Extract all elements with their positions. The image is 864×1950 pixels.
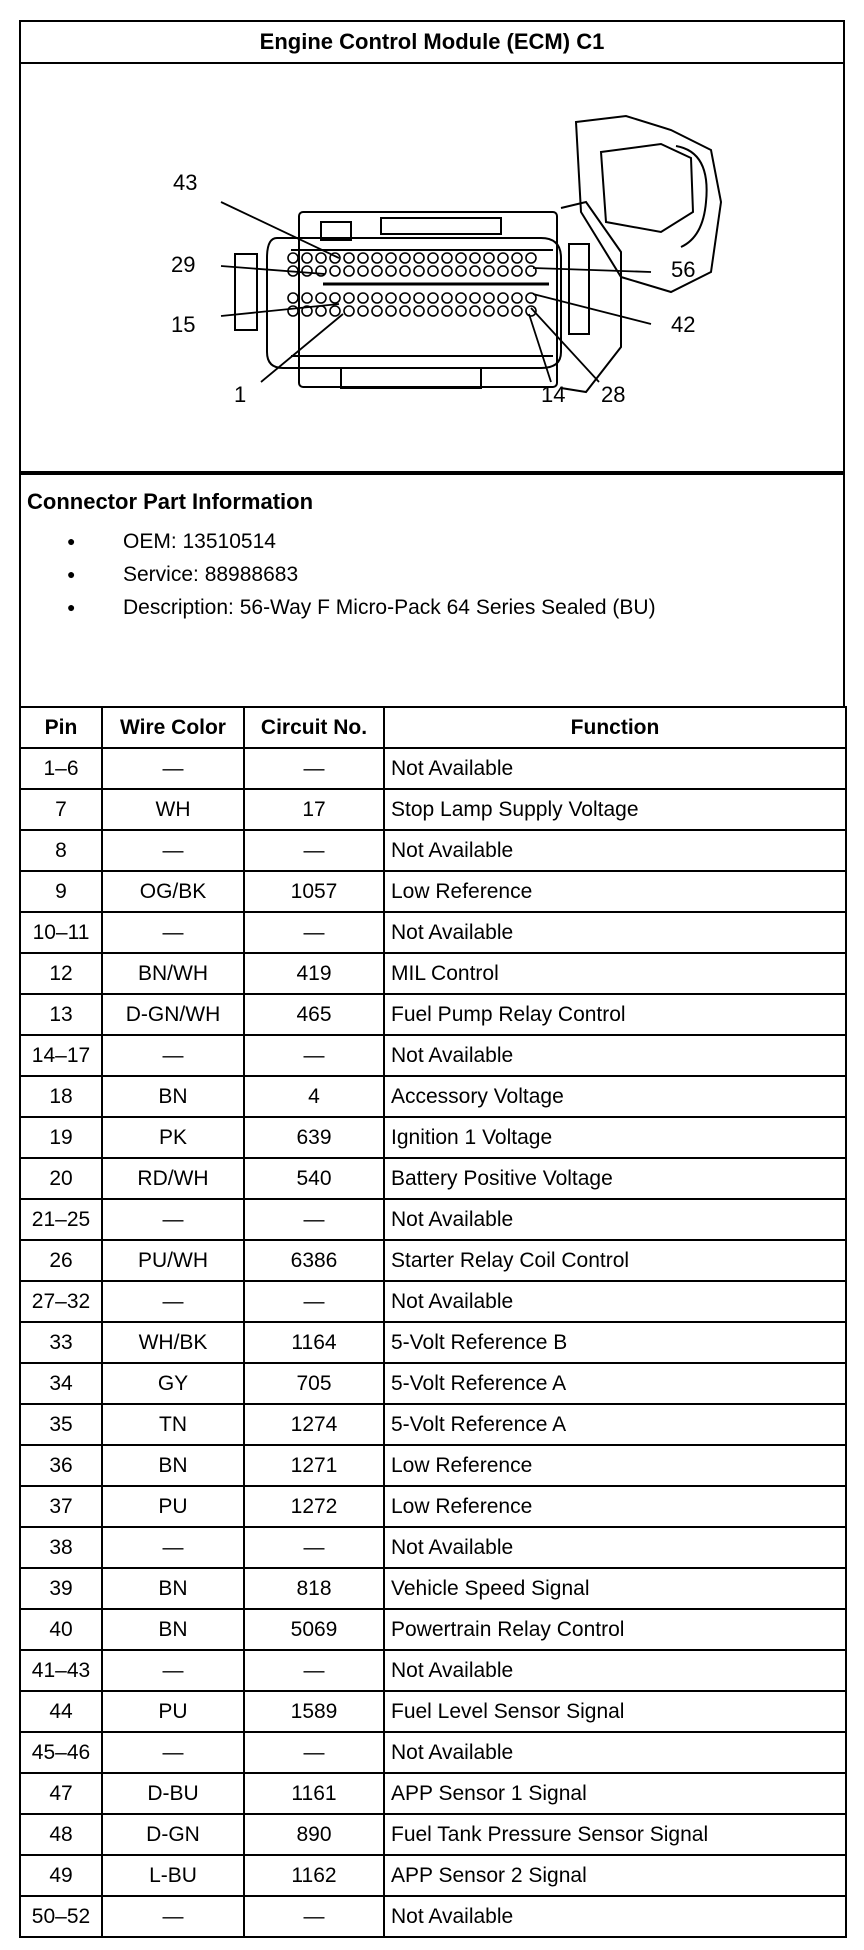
connector-sheet	[19, 20, 845, 1930]
cell-pin: 19	[20, 1117, 102, 1158]
pin-cavity	[442, 266, 452, 276]
cell-function: Fuel Level Sensor Signal	[384, 1691, 846, 1732]
callout-1: 1	[234, 382, 247, 407]
table-row	[20, 1035, 846, 1076]
cell-circuit-no: 1057	[244, 871, 384, 912]
pin-cavity	[470, 266, 480, 276]
pin-cavity	[512, 293, 522, 303]
table-row	[20, 748, 846, 789]
cell-wire-color: —	[102, 1035, 244, 1076]
cell-function: Low Reference	[384, 1486, 846, 1527]
part-info-list	[45, 525, 656, 624]
cell-pin: 14–17	[20, 1035, 102, 1076]
pin-cavity	[470, 306, 480, 316]
table-header-row	[20, 707, 846, 748]
cell-pin: 38	[20, 1527, 102, 1568]
pin-cavity	[344, 293, 354, 303]
part-info-description: ● Description: 56-Way F Micro-Pack 64 Series Sealed (BU)	[45, 591, 656, 624]
callout-56: 56	[671, 257, 696, 282]
cell-wire-color: TN	[102, 1404, 244, 1445]
cell-function: Not Available	[384, 1732, 846, 1773]
pin-cavity	[484, 306, 494, 316]
cell-wire-color: —	[102, 1896, 244, 1937]
table-row	[20, 1363, 846, 1404]
cell-circuit-no: 1162	[244, 1855, 384, 1896]
cell-circuit-no: 1274	[244, 1404, 384, 1445]
pin-cavity	[344, 266, 354, 276]
cell-circuit-no: —	[244, 748, 384, 789]
pin-cavity	[302, 253, 312, 263]
cell-circuit-no: 6386	[244, 1240, 384, 1281]
callout-29: 29	[171, 252, 196, 277]
cell-pin: 44	[20, 1691, 102, 1732]
pin-cavity	[414, 253, 424, 263]
pin-cavity	[372, 253, 382, 263]
leader-1	[261, 314, 343, 382]
cell-function: Accessory Voltage	[384, 1076, 846, 1117]
bottom-key	[341, 368, 481, 388]
cell-pin: 18	[20, 1076, 102, 1117]
cell-circuit-no: 639	[244, 1117, 384, 1158]
part-info-service: ● Service: 88988683	[45, 558, 656, 591]
cell-pin: 39	[20, 1568, 102, 1609]
table-row	[20, 1281, 846, 1322]
cell-function: Not Available	[384, 830, 846, 871]
cell-function: 5-Volt Reference A	[384, 1404, 846, 1445]
connector-diagram	[19, 62, 845, 473]
pin-cavity	[456, 293, 466, 303]
connector-left-tab	[235, 254, 257, 330]
cell-circuit-no: —	[244, 1732, 384, 1773]
cell-wire-color: OG/BK	[102, 871, 244, 912]
cell-pin: 27–32	[20, 1281, 102, 1322]
pin-cavity	[316, 293, 326, 303]
pin-cavity	[498, 293, 508, 303]
table-row	[20, 1527, 846, 1568]
cell-pin: 40	[20, 1609, 102, 1650]
pin-cavity	[470, 253, 480, 263]
table-row	[20, 1158, 846, 1199]
cell-function: Low Reference	[384, 871, 846, 912]
cell-circuit-no: —	[244, 1650, 384, 1691]
pin-cavity	[526, 253, 536, 263]
cell-wire-color: PK	[102, 1117, 244, 1158]
pin-cavity	[484, 293, 494, 303]
pin-cavity	[372, 293, 382, 303]
cell-function: Powertrain Relay Control	[384, 1609, 846, 1650]
cell-wire-color: —	[102, 1650, 244, 1691]
table-row	[20, 1322, 846, 1363]
cell-wire-color: BN	[102, 1076, 244, 1117]
table-row	[20, 789, 846, 830]
callout-14: 14	[541, 382, 566, 407]
cell-pin: 1–6	[20, 748, 102, 789]
pin-cavity	[512, 253, 522, 263]
cell-wire-color: WH	[102, 789, 244, 830]
cell-pin: 50–52	[20, 1896, 102, 1937]
cell-circuit-no: —	[244, 830, 384, 871]
pin-cavity	[386, 306, 396, 316]
header-wire-color: Wire Color	[102, 707, 244, 748]
cell-wire-color: BN	[102, 1568, 244, 1609]
pin-cavity	[428, 293, 438, 303]
pin-cavity	[358, 293, 368, 303]
top-key-2	[381, 218, 501, 234]
cell-pin: 35	[20, 1404, 102, 1445]
cell-function: Vehicle Speed Signal	[384, 1568, 846, 1609]
pin-cavity	[316, 253, 326, 263]
page-title: Engine Control Module (ECM) C1	[19, 20, 845, 64]
callout-42: 42	[671, 312, 696, 337]
pin-cavity	[428, 253, 438, 263]
cell-circuit-no: 818	[244, 1568, 384, 1609]
cell-wire-color: D-BU	[102, 1773, 244, 1814]
cell-pin: 21–25	[20, 1199, 102, 1240]
cell-wire-color: PU	[102, 1691, 244, 1732]
cell-circuit-no: 890	[244, 1814, 384, 1855]
cell-wire-color: WH/BK	[102, 1322, 244, 1363]
cell-wire-color: RD/WH	[102, 1158, 244, 1199]
table-row	[20, 1117, 846, 1158]
pin-cavity	[302, 293, 312, 303]
pin-cavity	[288, 293, 298, 303]
table-row	[20, 994, 846, 1035]
pin-cavity	[456, 253, 466, 263]
pin-cavity	[302, 266, 312, 276]
pin-cavity	[428, 306, 438, 316]
cell-function: Not Available	[384, 1035, 846, 1076]
cell-function: Fuel Pump Relay Control	[384, 994, 846, 1035]
cell-function: Not Available	[384, 1896, 846, 1937]
pin-cavity	[512, 306, 522, 316]
cell-circuit-no: 17	[244, 789, 384, 830]
pin-cavity	[400, 306, 410, 316]
cell-function: Not Available	[384, 748, 846, 789]
cell-wire-color: —	[102, 1281, 244, 1322]
connector-drawing	[21, 62, 843, 471]
cell-pin: 26	[20, 1240, 102, 1281]
table-row	[20, 1240, 846, 1281]
cell-circuit-no: 1271	[244, 1445, 384, 1486]
cell-circuit-no: 4	[244, 1076, 384, 1117]
table-row	[20, 1404, 846, 1445]
part-info-oem: ● OEM: 13510514	[45, 525, 656, 558]
table-row	[20, 1568, 846, 1609]
pin-cavity	[470, 293, 480, 303]
pin-cavity	[484, 253, 494, 263]
cell-function: Stop Lamp Supply Voltage	[384, 789, 846, 830]
table-row	[20, 1773, 846, 1814]
cell-pin: 33	[20, 1322, 102, 1363]
pin-cavity	[456, 306, 466, 316]
cell-wire-color: PU	[102, 1486, 244, 1527]
cell-wire-color: —	[102, 912, 244, 953]
cell-function: 5-Volt Reference B	[384, 1322, 846, 1363]
cell-function: 5-Volt Reference A	[384, 1363, 846, 1404]
pin-cavity	[288, 253, 298, 263]
cell-circuit-no: 1272	[244, 1486, 384, 1527]
pin-cavity	[400, 266, 410, 276]
table-row	[20, 1609, 846, 1650]
cell-pin: 10–11	[20, 912, 102, 953]
pin-cavity	[400, 293, 410, 303]
pin-cavity	[330, 306, 340, 316]
cell-function: Not Available	[384, 1527, 846, 1568]
cell-pin: 45–46	[20, 1732, 102, 1773]
table-row	[20, 953, 846, 994]
pin-cavity	[330, 293, 340, 303]
cell-pin: 49	[20, 1855, 102, 1896]
cell-wire-color: —	[102, 1199, 244, 1240]
pin-cavity	[456, 266, 466, 276]
cell-circuit-no: —	[244, 1035, 384, 1076]
cell-pin: 34	[20, 1363, 102, 1404]
leader-14	[529, 314, 551, 382]
cell-circuit-no: 705	[244, 1363, 384, 1404]
pin-cavity	[400, 253, 410, 263]
cell-wire-color: —	[102, 1732, 244, 1773]
cell-pin: 47	[20, 1773, 102, 1814]
connector-part-information	[19, 473, 845, 708]
pin-cavity	[330, 266, 340, 276]
pin-cavity	[358, 306, 368, 316]
cell-circuit-no: 1161	[244, 1773, 384, 1814]
cell-wire-color: D-GN/WH	[102, 994, 244, 1035]
pin-cavity	[442, 253, 452, 263]
cell-wire-color: PU/WH	[102, 1240, 244, 1281]
table-row	[20, 1650, 846, 1691]
pin-cavity	[358, 253, 368, 263]
cell-pin: 12	[20, 953, 102, 994]
pin-cavity	[316, 306, 326, 316]
cell-function: Low Reference	[384, 1445, 846, 1486]
pin-cavity	[498, 306, 508, 316]
pin-cavity	[442, 306, 452, 316]
cell-function: Not Available	[384, 912, 846, 953]
table-row	[20, 1855, 846, 1896]
cell-circuit-no: —	[244, 1199, 384, 1240]
table-row	[20, 871, 846, 912]
cell-pin: 7	[20, 789, 102, 830]
cell-circuit-no: 419	[244, 953, 384, 994]
cell-pin: 48	[20, 1814, 102, 1855]
header-function: Function	[384, 707, 846, 748]
cell-function: Starter Relay Coil Control	[384, 1240, 846, 1281]
pin-cavity	[414, 293, 424, 303]
table-row	[20, 1486, 846, 1527]
table-row	[20, 1691, 846, 1732]
cell-pin: 41–43	[20, 1650, 102, 1691]
pin-cavity	[386, 293, 396, 303]
table-row	[20, 1076, 846, 1117]
callout-15: 15	[171, 312, 196, 337]
pin-table	[19, 706, 847, 1938]
pin-cavity	[344, 306, 354, 316]
cell-circuit-no: —	[244, 912, 384, 953]
cell-circuit-no: 1589	[244, 1691, 384, 1732]
cell-function: MIL Control	[384, 953, 846, 994]
leader-56	[533, 268, 651, 272]
cell-pin: 36	[20, 1445, 102, 1486]
part-info-heading: Connector Part Information	[27, 489, 314, 514]
cell-circuit-no: —	[244, 1281, 384, 1322]
cell-pin: 37	[20, 1486, 102, 1527]
table-row	[20, 1732, 846, 1773]
pin-cavity	[372, 266, 382, 276]
connector-right-tab	[569, 244, 589, 334]
pin-cavity	[484, 266, 494, 276]
leader-42	[533, 294, 651, 324]
cell-circuit-no: 1164	[244, 1322, 384, 1363]
table-row	[20, 1896, 846, 1937]
cell-wire-color: L-BU	[102, 1855, 244, 1896]
cell-wire-color: —	[102, 830, 244, 871]
pin-cavity	[512, 266, 522, 276]
pin-cavity	[498, 266, 508, 276]
cell-pin: 20	[20, 1158, 102, 1199]
header-circuit-no: Circuit No.	[244, 707, 384, 748]
cell-circuit-no: 465	[244, 994, 384, 1035]
callout-43: 43	[173, 170, 198, 195]
cell-wire-color: —	[102, 1527, 244, 1568]
cell-pin: 13	[20, 994, 102, 1035]
cell-wire-color: BN	[102, 1609, 244, 1650]
pin-cavity	[358, 266, 368, 276]
pin-cavity	[386, 253, 396, 263]
cell-wire-color: GY	[102, 1363, 244, 1404]
cell-wire-color: BN/WH	[102, 953, 244, 994]
cell-function: Not Available	[384, 1199, 846, 1240]
cell-function: Not Available	[384, 1281, 846, 1322]
cell-function: Fuel Tank Pressure Sensor Signal	[384, 1814, 846, 1855]
pin-cavity	[372, 306, 382, 316]
pin-cavity	[414, 266, 424, 276]
table-row	[20, 1445, 846, 1486]
cell-pin: 8	[20, 830, 102, 871]
pin-cavity	[498, 253, 508, 263]
cell-pin: 9	[20, 871, 102, 912]
table-row	[20, 830, 846, 871]
table-row	[20, 912, 846, 953]
cell-circuit-no: —	[244, 1527, 384, 1568]
perspective-face	[601, 144, 693, 232]
cell-wire-color: D-GN	[102, 1814, 244, 1855]
table-row	[20, 1199, 846, 1240]
cell-circuit-no: 540	[244, 1158, 384, 1199]
cell-circuit-no: —	[244, 1896, 384, 1937]
table-body	[20, 748, 846, 1937]
header-pin: Pin	[20, 707, 102, 748]
pin-cavity	[428, 266, 438, 276]
cell-function: Battery Positive Voltage	[384, 1158, 846, 1199]
pin-cavity	[442, 293, 452, 303]
cell-wire-color: BN	[102, 1445, 244, 1486]
cell-function: APP Sensor 1 Signal	[384, 1773, 846, 1814]
pin-cavity	[414, 306, 424, 316]
pin-cavity	[344, 253, 354, 263]
cell-function: APP Sensor 2 Signal	[384, 1855, 846, 1896]
pin-cavity	[386, 266, 396, 276]
table-row	[20, 1814, 846, 1855]
perspective-view	[576, 116, 721, 292]
cell-function: Ignition 1 Voltage	[384, 1117, 846, 1158]
cell-function: Not Available	[384, 1650, 846, 1691]
cell-wire-color: —	[102, 748, 244, 789]
cell-circuit-no: 5069	[244, 1609, 384, 1650]
callout-28: 28	[601, 382, 626, 407]
